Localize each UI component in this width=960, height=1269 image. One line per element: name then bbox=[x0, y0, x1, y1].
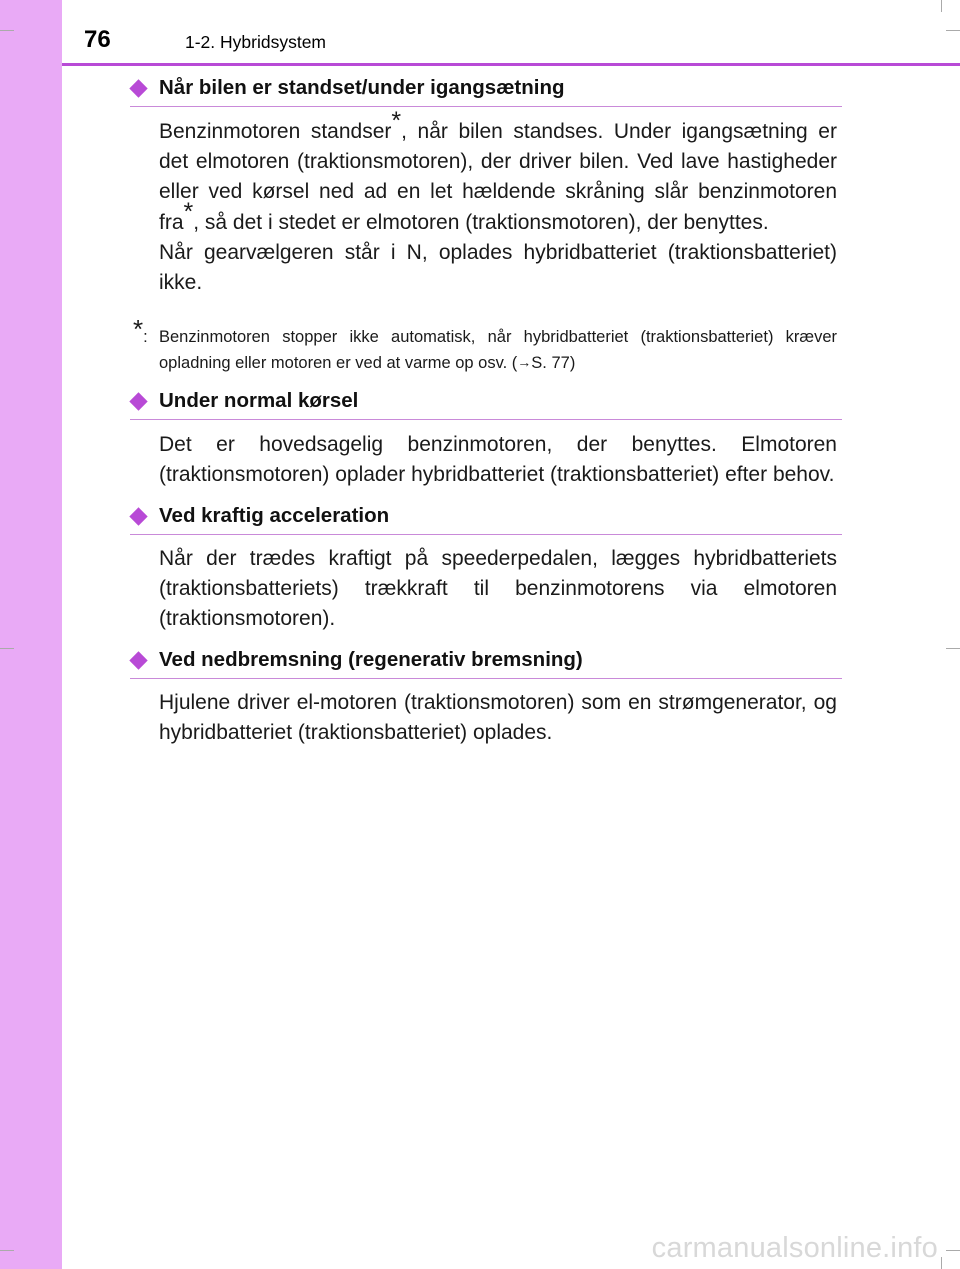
paragraph-text: Når gearvælgeren står i N, oplades hybridbatteriet (traktionsbatteriet) ikke. bbox=[159, 240, 837, 295]
crop-mark bbox=[0, 30, 14, 31]
arrow-right-icon: → bbox=[517, 353, 532, 370]
watermark: carmanualsonline.info bbox=[651, 1232, 938, 1264]
footnote-marker: *: bbox=[133, 314, 148, 346]
heading-rule bbox=[130, 534, 842, 535]
section-heading-text: Ved nedbremsning (regenerativ bremsning) bbox=[159, 648, 583, 671]
paragraph-text: , når bilen standses. Under igangsætning er det elmotoren (traktionsmotoren), der driver bilen. Ved lave hastigheder eller ved kørsel ned ad en let hældende skråning slår benzinmotoren fra bbox=[159, 120, 837, 234]
paragraph-text: , så det i stedet er elmotoren (traktionsmotoren), der benyttes. bbox=[193, 210, 769, 234]
crop-mark bbox=[941, 1257, 942, 1269]
heading-rule bbox=[130, 106, 842, 107]
section-title: 1-2. Hybridsystem bbox=[185, 32, 327, 52]
asterisk-mark: * bbox=[391, 107, 402, 135]
asterisk-mark: * bbox=[183, 197, 194, 226]
crop-mark bbox=[0, 648, 14, 649]
header-rule bbox=[62, 63, 960, 66]
diamond-icon bbox=[129, 79, 147, 97]
diamond-icon bbox=[129, 507, 147, 525]
body-paragraph: Hjulene driver el-motoren (traktionsmotoren) som en strømgenerator, og hybridbatteriet (traktionsbatteriet) oplades. bbox=[159, 691, 837, 745]
footnote-text: Benzinmotoren stopper ikke automatisk, når hybridbatteriet (traktionsbatteriet) kræver opladning eller motoren er ved at varme op osv. ( bbox=[159, 328, 837, 372]
crop-mark bbox=[946, 1250, 960, 1251]
footnote-page-ref[interactable]: S. 77) bbox=[531, 353, 576, 372]
heading-rule bbox=[130, 678, 842, 679]
crop-mark bbox=[946, 30, 960, 31]
body-paragraph: Det er hovedsagelig benzinmotoren, der benyttes. Elmotoren (traktionsmotoren) oplader hybridbatteriet (traktionsbatteriet) efter behov. bbox=[159, 433, 837, 487]
crop-mark bbox=[946, 648, 960, 649]
diamond-icon bbox=[129, 651, 147, 669]
section-heading-text: Ved kraftig acceleration bbox=[159, 504, 390, 527]
diamond-icon bbox=[129, 392, 147, 410]
chapter-sidebar-tab bbox=[0, 0, 62, 1269]
paragraph-text: Benzinmotoren standser bbox=[159, 120, 392, 143]
crop-mark bbox=[941, 0, 942, 12]
heading-rule bbox=[130, 419, 842, 420]
section-heading-text: Når bilen er standset/under igangsætning bbox=[159, 76, 565, 99]
body-paragraph: Når der trædes kraftigt på speederpedalen, lægges hybridbatteriets (traktionsbatteriets) trækkraft til benzinmotorens via elmotoren (traktionsmotoren). bbox=[159, 547, 837, 631]
section-heading-text: Under normal kørsel bbox=[159, 389, 359, 412]
body-paragraph bbox=[159, 107, 837, 298]
page-number: 76 bbox=[84, 26, 111, 53]
footnote bbox=[133, 314, 837, 376]
